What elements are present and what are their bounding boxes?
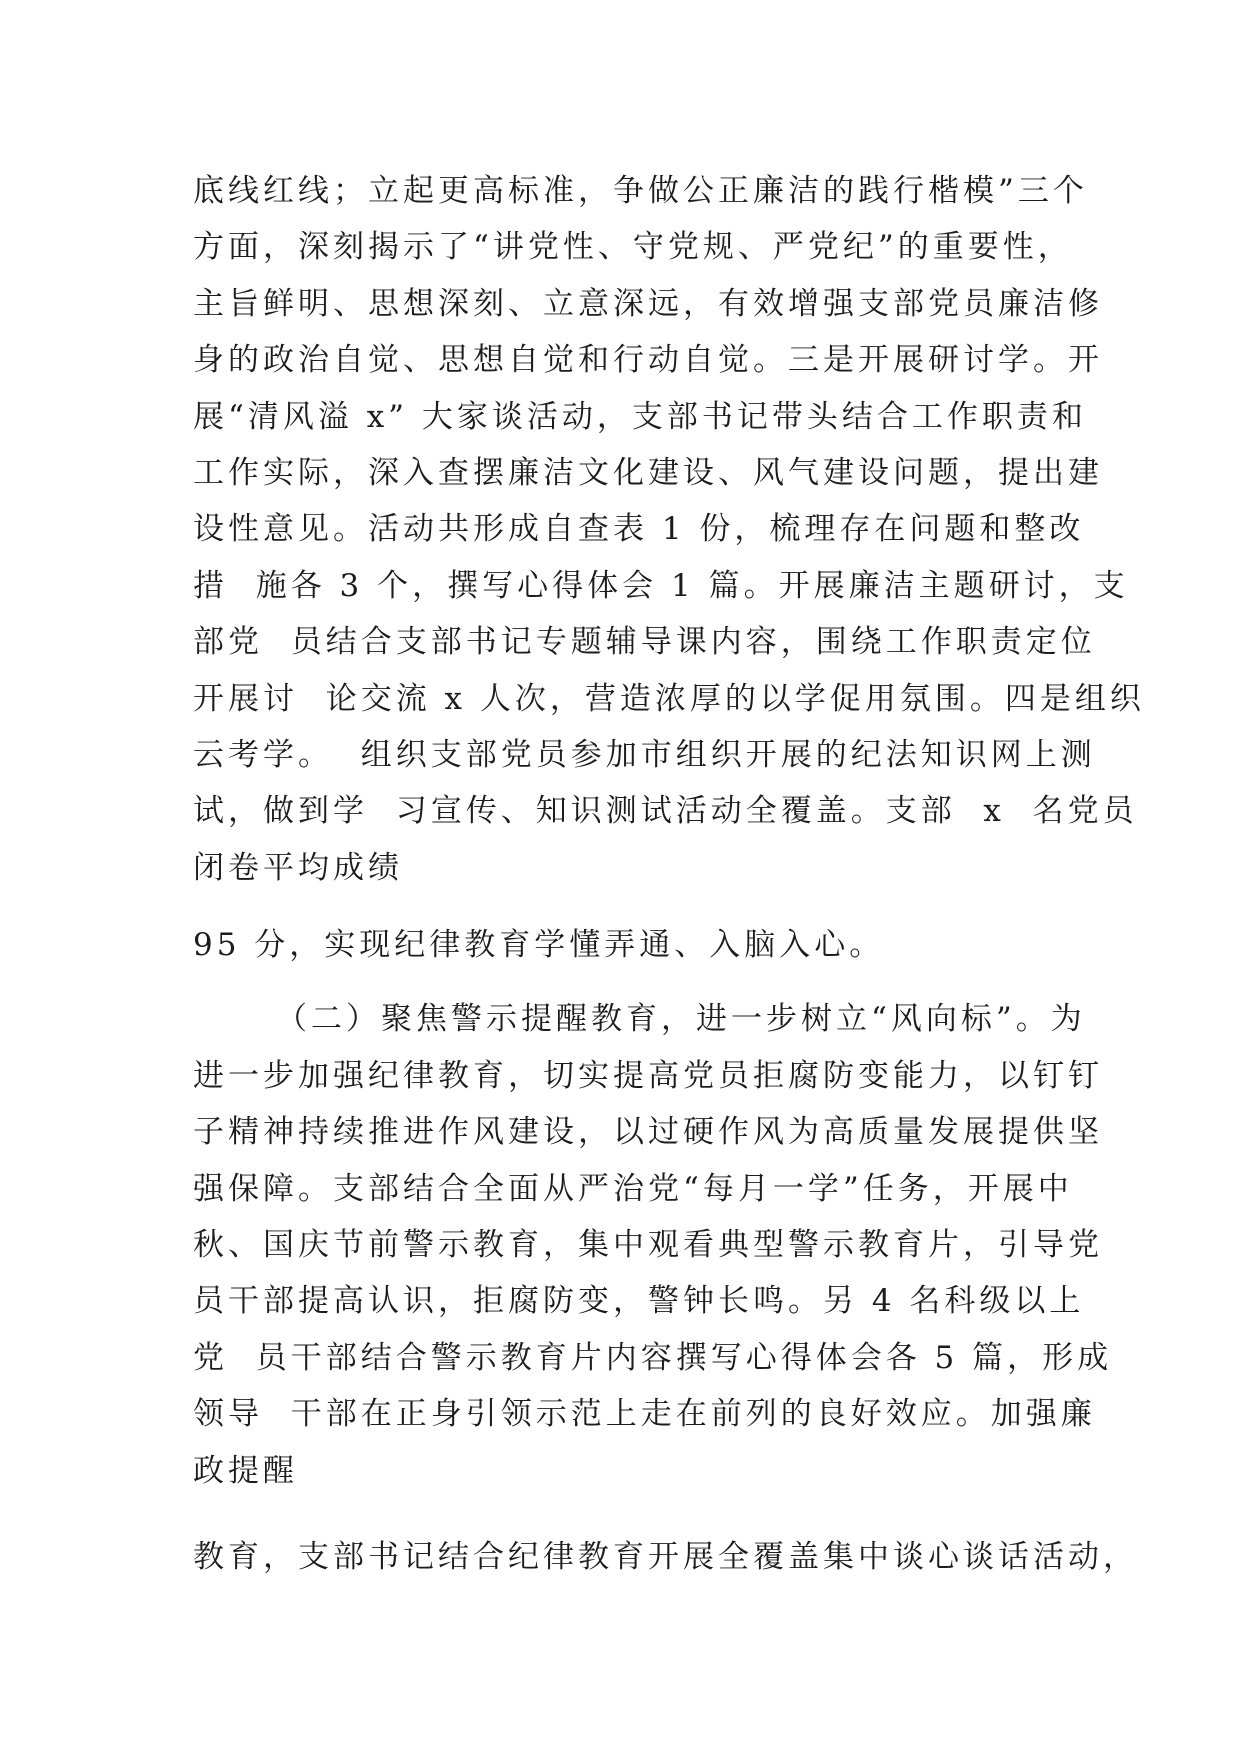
text-line: 身的政治自觉、思想自觉和行动自觉。三是开展研讨学。开: [193, 342, 1103, 379]
text-line: 子精神持续推进作风建设，以过硬作风为高质量发展提供坚: [193, 1114, 1103, 1151]
text-line: 员干部提高认识，拒腐防变，警钟长鸣。另 4 名科级以上: [193, 1283, 1085, 1320]
text-line: 设性意见。活动共形成自查表 1 份，梳理存在问题和整改: [193, 511, 1085, 548]
text-line: 主旨鲜明、思想深刻、立意深远，有效增强支部党员廉洁修: [193, 285, 1103, 322]
text-line: 党 员干部结合警示教育片内容撰写心得体会各 5 篇，形成: [193, 1339, 1113, 1376]
text-line: 教育，支部书记结合纪律教育开展全覆盖集中谈心谈话活动，: [193, 1538, 1138, 1575]
text-line: 底线红线；立起更高标准，争做公正廉洁的践行楷模”三个: [193, 173, 1088, 209]
text-line: 试，做到学 习宣传、知识测试活动全覆盖。支部 x 名党员: [193, 793, 1138, 830]
text-line: 方面，深刻揭示了“讲党性、守党规、严党纪”的重要性，: [193, 229, 1073, 266]
text-line: 进一步加强纪律教育，切实提高党员拒腐防变能力，以钉钉: [193, 1057, 1103, 1094]
text-line: 95 分，实现纪律教育学懂弄通、入脑入心。: [193, 927, 885, 964]
text-line: 展“清风溢 x” 大家谈活动，支部书记带头结合工作职责和: [193, 398, 1087, 435]
document-body: [193, 163, 1145, 1585]
paragraph-gap: [193, 896, 1073, 917]
text-line: 工作实际，深入查摆廉洁文化建设、风气建设问题，提出建: [193, 454, 1103, 491]
text-line: 闭卷平均成绩: [193, 849, 403, 886]
text-line: 部党 员结合支部书记专题辅导课内容，围绕工作职责定位: [193, 624, 1096, 661]
paragraph-gap: [193, 1499, 1073, 1529]
paragraph-gap: [193, 973, 1073, 991]
section-heading-line: （二）聚焦警示提醒教育，进一步树立“风向标”。为: [276, 1001, 1086, 1038]
text-line: 开展讨 论交流 x 人次，营造浓厚的以学促用氛围。四是组织: [193, 680, 1145, 717]
text-line: 秋、国庆节前警示教育，集中观看典型警示教育片，引导党: [193, 1227, 1103, 1264]
text-line: 政提醒: [193, 1452, 298, 1489]
text-line: 领导 干部在正身引领示范上走在前列的良好效应。加强廉: [193, 1396, 1096, 1433]
text-line: 强保障。支部结合全面从严治党“每月一学”任务，开展中: [193, 1170, 1073, 1207]
text-line: 措 施各 3 个，撰写心得体会 1 篇。开展廉洁主题研讨，支: [193, 567, 1129, 604]
text-line: 云考学。 组织支部党员参加市组织开展的纪法知识网上测: [193, 736, 1096, 773]
